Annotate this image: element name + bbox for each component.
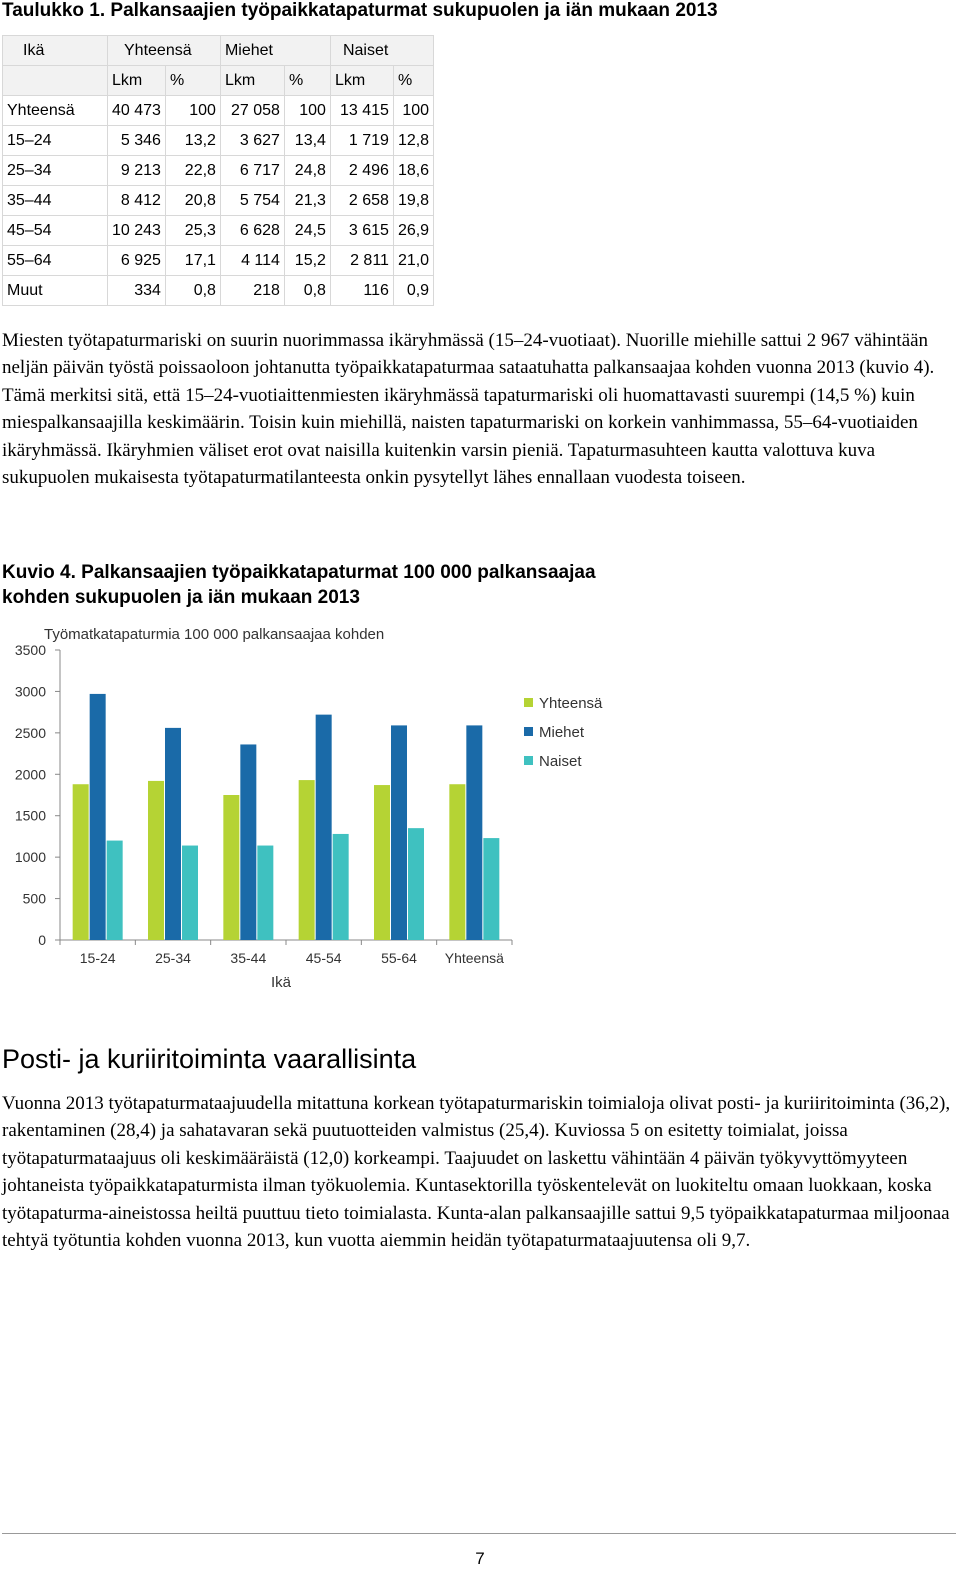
bar-naiset-25-34 — [182, 846, 198, 940]
table-subheader-row — [3, 66, 434, 96]
x-tick-label: 15-24 — [79, 950, 116, 966]
bar-naiset-yhteens- — [483, 838, 499, 940]
table-cell: 21,3 — [284, 186, 330, 216]
bar-yhteens--yhteens- — [449, 784, 465, 940]
table-row — [3, 216, 434, 246]
legend-label: Naiset — [539, 753, 582, 770]
header-cell: Lkm — [220, 66, 284, 96]
table-row — [3, 186, 434, 216]
header-cell: % — [165, 66, 220, 96]
table-cell: 25,3 — [165, 216, 220, 246]
table-cell: 334 — [108, 276, 166, 306]
table-row — [3, 276, 434, 306]
y-tick-label: 2000 — [14, 766, 46, 783]
y-tick-label: 500 — [22, 890, 46, 907]
table-cell: 3 627 — [220, 126, 284, 156]
table-cell: 0,8 — [165, 276, 220, 306]
header-cell: Ikä — [3, 36, 108, 66]
table-cell: 0,9 — [393, 276, 433, 306]
x-tick-label: 25-34 — [155, 950, 191, 966]
y-tick-label: 1500 — [14, 807, 46, 824]
table-cell: 26,9 — [393, 216, 433, 246]
bars-group — [73, 694, 500, 940]
accident-statistics-table — [2, 35, 434, 306]
bar-yhteens--55-64 — [374, 785, 390, 940]
y-axis — [15, 642, 60, 948]
bar-miehet-yhteens- — [466, 725, 482, 940]
bar-yhteens--35-44 — [223, 795, 239, 940]
table-cell: 100 — [165, 96, 220, 126]
table-cell: 18,6 — [393, 156, 433, 186]
table-cell: 15,2 — [284, 246, 330, 276]
bar-miehet-55-64 — [391, 725, 407, 940]
x-tick-label: 45-54 — [305, 950, 342, 966]
table-cell: 25–34 — [3, 156, 108, 186]
x-tick-label: Yhteensä — [444, 950, 504, 966]
header-cell: Yhteensä — [108, 36, 221, 66]
table-title: Taulukko 1. Palkansaajien työpaikkatapaturmat sukupuolen ja iän mukaan 2013 — [2, 0, 718, 21]
y-tick-label: 2500 — [14, 724, 46, 741]
table-cell: 6 628 — [220, 216, 284, 246]
legend-label: Miehet — [539, 724, 585, 741]
figure-title-line-2: kohden sukupuolen ja iän mukaan 2013 — [2, 587, 360, 608]
bar-yhteens--45-54 — [299, 780, 315, 940]
table-cell: 21,0 — [393, 246, 433, 276]
legend-label: Yhteensä — [539, 695, 603, 712]
table-cell: 20,8 — [165, 186, 220, 216]
x-axis-label: Ikä — [270, 974, 292, 991]
header-cell: Naiset — [330, 36, 433, 66]
bar-naiset-55-64 — [408, 828, 424, 940]
table-cell: 4 114 — [220, 246, 284, 276]
bar-naiset-35-44 — [257, 846, 273, 940]
header-cell — [3, 66, 108, 96]
table-cell: 8 412 — [108, 186, 166, 216]
header-cell: % — [393, 66, 433, 96]
table-cell: 13,2 — [165, 126, 220, 156]
x-tick-label: 35-44 — [230, 950, 267, 966]
x-axis — [60, 940, 512, 966]
table-cell: 2 496 — [330, 156, 393, 186]
table-cell: 1 719 — [330, 126, 393, 156]
table-row — [3, 246, 434, 276]
table-cell: 27 058 — [220, 96, 284, 126]
y-tick-label: 3500 — [14, 642, 46, 658]
table-cell: 6 717 — [220, 156, 284, 186]
bar-miehet-15-24 — [90, 694, 106, 940]
bar-yhteens--15-24 — [73, 784, 89, 940]
table-cell: 5 754 — [220, 186, 284, 216]
table-row — [3, 126, 434, 156]
table-cell: 12,8 — [393, 126, 433, 156]
table-cell: 116 — [330, 276, 393, 306]
table-cell: 100 — [393, 96, 433, 126]
figure-title — [2, 560, 702, 610]
table-cell: 218 — [220, 276, 284, 306]
footer-divider — [2, 1533, 956, 1534]
legend-swatch — [524, 698, 533, 707]
table-cell: 40 473 — [108, 96, 166, 126]
page-number: 7 — [475, 1549, 485, 1568]
table-cell: 13 415 — [330, 96, 393, 126]
legend-swatch — [524, 756, 533, 765]
table-cell: 2 658 — [330, 186, 393, 216]
legend-swatch — [524, 727, 533, 736]
figure-title-line-1: Kuvio 4. Palkansaajien työpaikkatapaturmat 100 000 palkansaajaa — [2, 562, 596, 583]
y-tick-label: 3000 — [14, 683, 46, 700]
table-cell: 24,5 — [284, 216, 330, 246]
table-cell: 0,8 — [284, 276, 330, 306]
bar-chart — [0, 615, 640, 995]
header-cell: Miehet — [220, 36, 330, 66]
bar-yhteens--25-34 — [148, 781, 164, 940]
table-cell: 3 615 — [330, 216, 393, 246]
chart-title: Työmatkatapaturmia 100 000 palkansaajaa kohden — [44, 626, 385, 643]
header-cell: Lkm — [108, 66, 166, 96]
y-tick-label: 0 — [38, 932, 46, 948]
section-heading: Posti- ja kuriiritoiminta vaarallisinta — [2, 1044, 417, 1074]
bar-miehet-35-44 — [240, 744, 256, 940]
table-row — [3, 96, 434, 126]
table-cell: 13,4 — [284, 126, 330, 156]
body-paragraph-1: Miesten työtapaturmariski on suurin nuorimmassa ikäryhmässä (15–24-vuotiaat). Nuorille miehille sattui 2 967 vähintään neljän päivän työstä poissaoloon johtanutta työpaikkatapaturmaa sataatuhatta palkansaajaa kohden vuonna 2013 (kuvio 4). Tämä merkitsi sitä, että 15–24-vuotiaittenmiesten ikäryhmässä tapaturmariski oli huomattavasti suurempi (14,5 %) kuin miespalkansaajilla keskimäärin. Toisin kuin miehillä, naisten tapaturmariski on korkein vanhimmassa, 55–64-vuotiaiden ikäryhmässä. Ikäryhmien väliset erot ovat naisilla kuitenkin varsin pieniä. Tapaturmasuhteen kautta valottuva kuva sukupuolen mukaisesta työtapaturmatilanteesta onkin pysytellyt lähes ennallaan vuodesta toiseen. — [2, 330, 935, 489]
body-paragraph-2: Vuonna 2013 työtapaturmataajuudella mitattuna korkean työtapaturmariskin toimialoja olivat posti- ja kuriiritoiminta (36,2), rakentaminen (28,4) ja sahatavaran sekä puutuotteiden valmistus (25,4). Kuviossa 5 on esitetty toimialat, joissa työtapaturmataajuus oli keskimääräistä (12,0) korkeampi. Taajuudet on laskettu vähintään 4 päivän työkyvyttömyyteen johtaneista työpaikkatapaturmista ilman työkuolemia. Kuntasektorilla työskentelevät on luokiteltu omaan luokkaan, koska työtapaturma-aineistossa heiltä puuttuu tieto toimialasta. Kunta-alan palkansaajille sattui 9,5 työpaikkatapaturmaa miljoonaa tehtyä työtuntia kohden vuonna 2013, kun vuotta aiemmin heidän työtapaturmataajuutensa oli 9,7. — [2, 1093, 951, 1252]
x-tick-label: 55-64 — [381, 950, 417, 966]
bar-miehet-45-54 — [316, 715, 332, 940]
header-cell: % — [284, 66, 330, 96]
table-cell: 19,8 — [393, 186, 433, 216]
table-cell: 9 213 — [108, 156, 166, 186]
table-cell: 55–64 — [3, 246, 108, 276]
bar-naiset-15-24 — [107, 841, 123, 940]
table-cell: 2 811 — [330, 246, 393, 276]
table-header-row — [3, 36, 434, 66]
y-tick-label: 1000 — [14, 849, 46, 866]
table-cell: 24,8 — [284, 156, 330, 186]
table-cell: 5 346 — [108, 126, 166, 156]
table-cell: 15–24 — [3, 126, 108, 156]
table-cell: 17,1 — [165, 246, 220, 276]
table-cell: 6 925 — [108, 246, 166, 276]
bar-naiset-45-54 — [333, 834, 349, 940]
table-cell: 22,8 — [165, 156, 220, 186]
table-cell: 100 — [284, 96, 330, 126]
table-cell: 35–44 — [3, 186, 108, 216]
table-cell: 45–54 — [3, 216, 108, 246]
table-cell: 10 243 — [108, 216, 166, 246]
chart-legend — [524, 695, 603, 770]
table-row — [3, 156, 434, 186]
header-cell: Lkm — [330, 66, 393, 96]
table-cell: Muut — [3, 276, 108, 306]
bar-miehet-25-34 — [165, 728, 181, 940]
table-cell: Yhteensä — [3, 96, 108, 126]
